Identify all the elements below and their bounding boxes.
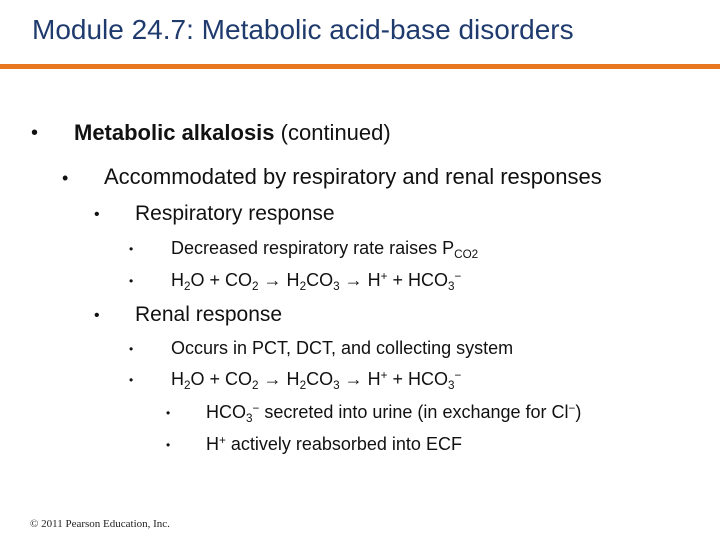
text-part: H bbox=[206, 434, 219, 454]
bullet-icon: • bbox=[94, 307, 100, 324]
eq-sub: 3 bbox=[333, 379, 340, 392]
eq-part: CO bbox=[306, 270, 334, 290]
item-subscript: CO2 bbox=[454, 248, 479, 261]
bullet-metabolic-alkalosis bbox=[74, 120, 391, 146]
renal-item-equation bbox=[171, 369, 461, 392]
bullet-icon: • bbox=[129, 342, 134, 356]
text-sup: + bbox=[219, 434, 226, 447]
eq-sup: + bbox=[380, 369, 388, 382]
eq-part: O + CO bbox=[190, 369, 253, 389]
bullet-icon: • bbox=[129, 242, 134, 256]
eq-sub: 2 bbox=[299, 280, 307, 293]
text-part: secreted into urine (in exchange for Cl bbox=[259, 402, 569, 422]
eq-part: H bbox=[171, 270, 184, 290]
eq-sup: − bbox=[454, 270, 462, 283]
bullet-accommodation: Accommodated by respiratory and renal responses bbox=[104, 164, 602, 189]
copyright-notice: © 2011 Pearson Education, Inc. bbox=[30, 518, 170, 530]
eq-part: H bbox=[171, 369, 184, 389]
eq-sub: 2 bbox=[184, 280, 191, 293]
bullet-icon: • bbox=[129, 373, 134, 387]
bullet-icon: • bbox=[166, 438, 171, 452]
bullet-icon: • bbox=[94, 206, 100, 223]
text-sub: 3 bbox=[246, 412, 253, 425]
eq-sub: 2 bbox=[252, 280, 259, 293]
eq-part: + HCO bbox=[387, 270, 448, 290]
eq-part: CO bbox=[306, 369, 334, 389]
eq-part: → H bbox=[339, 270, 381, 290]
renal-item-location: Occurs in PCT, DCT, and collecting system bbox=[171, 338, 514, 358]
bullet-icon: • bbox=[166, 406, 171, 420]
eq-sup: + bbox=[380, 270, 388, 283]
topic-suffix: (continued) bbox=[274, 120, 391, 145]
bullet-icon: • bbox=[129, 274, 134, 288]
renal-sub-hydrogen bbox=[206, 434, 462, 455]
eq-part: → H bbox=[258, 270, 300, 290]
eq-part: + HCO bbox=[387, 369, 448, 389]
eq-part: → H bbox=[339, 369, 381, 389]
text-sup: − bbox=[568, 402, 576, 415]
eq-sub: 3 bbox=[333, 280, 340, 293]
respiratory-item-equation bbox=[171, 270, 461, 293]
bullet-icon: • bbox=[62, 168, 69, 188]
eq-sup: − bbox=[454, 369, 462, 382]
eq-sub: 2 bbox=[252, 379, 259, 392]
respiratory-response-heading: Respiratory response bbox=[135, 202, 335, 225]
text-part: ) bbox=[575, 402, 582, 422]
text-part: HCO bbox=[206, 402, 246, 422]
text-sup: − bbox=[252, 402, 260, 415]
item-text: Decreased respiratory rate raises P bbox=[171, 238, 455, 258]
eq-sub: 2 bbox=[184, 379, 191, 392]
text-part: actively reabsorbed into ECF bbox=[225, 434, 462, 454]
eq-sub: 3 bbox=[447, 280, 455, 293]
topic-heading: Metabolic alkalosis bbox=[74, 120, 275, 145]
eq-sub: 2 bbox=[299, 379, 307, 392]
bullet-icon: • bbox=[31, 122, 39, 144]
slide-title: Module 24.7: Metabolic acid-base disorders bbox=[32, 14, 574, 45]
renal-sub-bicarbonate bbox=[206, 402, 581, 425]
eq-sub: 3 bbox=[447, 379, 455, 392]
title-divider bbox=[0, 64, 720, 69]
eq-part: → H bbox=[258, 369, 300, 389]
respiratory-item-rate bbox=[171, 238, 478, 261]
renal-response-heading: Renal response bbox=[135, 303, 283, 326]
eq-part: O + CO bbox=[190, 270, 253, 290]
